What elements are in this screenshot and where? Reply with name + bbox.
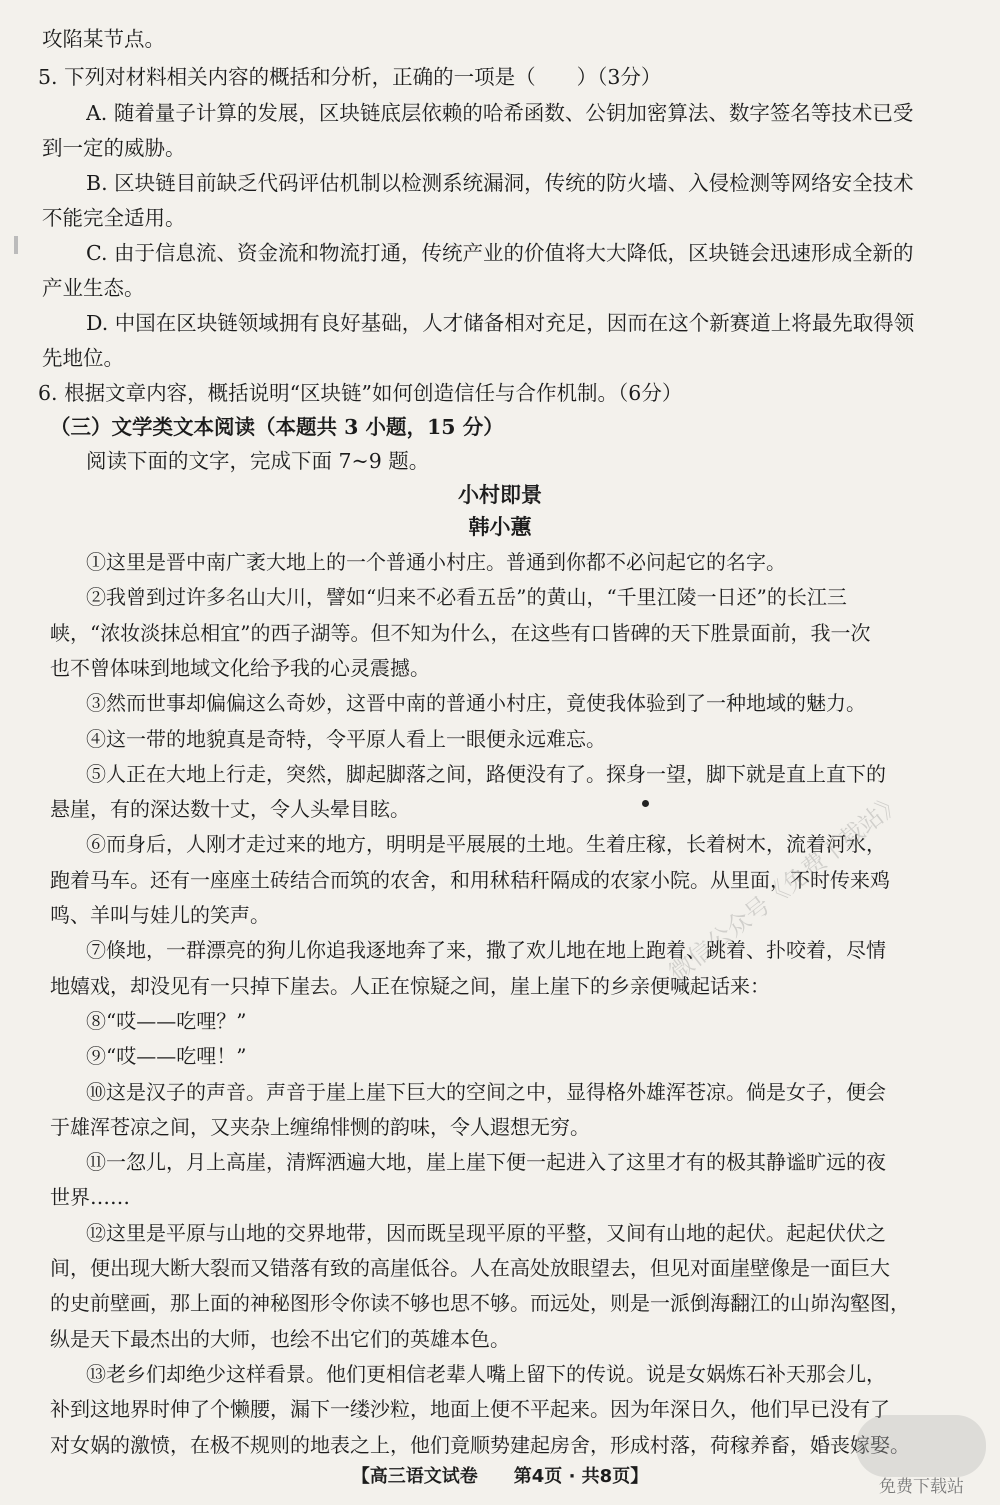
- site-logo-text: 免费下载站: [879, 1477, 964, 1497]
- story-line: 于雄浑苍凉之间，又夹杂上缠绵悱恻的韵味，令人遐想无穷。: [50, 1114, 590, 1139]
- story-line: ②我曾到过许多名山大川，譬如“归来不必看五岳”的黄山，“千里江陵一日还”的长江三: [86, 585, 847, 610]
- watermark-text: 微信公众号《免费下载站》: [663, 787, 908, 987]
- story-line: 地嬉戏，却没见有一只掉下崖去。人正在惊疑之间，崖上崖下的乡亲便喊起话来：: [50, 973, 770, 998]
- story-line: ⑬老乡们却绝少这样看景。他们更相信老辈人嘴上留下的传说。说是女娲炼石补天那会儿，: [86, 1361, 886, 1386]
- story-line: ⑧“哎——吃哩？”: [86, 1008, 247, 1033]
- page-footer: 【高三语文试卷 第4页 · 共8页】: [351, 1466, 649, 1487]
- story-line: ⑨“哎——吃哩！”: [86, 1044, 247, 1069]
- story-line: ④这一带的地貌真是奇特，令平原人看上一眼便永远难忘。: [86, 726, 606, 751]
- site-logo: [856, 1415, 986, 1477]
- question-6: 6. 根据文章内容，概括说明“区块链”如何创造信任与合作机制。（6分）: [38, 381, 683, 405]
- reading-instruction: 阅读下面的文字，完成下面 7~9 题。: [86, 449, 430, 473]
- story-line: ⑫这里是平原与山地的交界地带，因而既呈现平原的平整，又间有山地的起伏。起起伏伏之: [86, 1220, 886, 1245]
- story-line: ①这里是晋中南广袤大地上的一个普通小村庄。普通到你都不必问起它的名字。: [86, 550, 786, 574]
- story-line: 对女娲的激愤，在极不规则的地表之上，他们竟顺势建起房舍，形成村落，荷稼养畜，婚丧嫁娶。: [50, 1432, 910, 1457]
- story-line: 悬崖，有的深达数十丈，令人头晕目眩。: [50, 797, 410, 822]
- option-b-line-1: B. 区块链目前缺乏代码评估机制以检测系统漏洞，传统的防火墙、入侵检测等网络安全技术: [86, 171, 914, 195]
- option-c-line-1: C. 由于信息流、资金流和物流打通，传统产业的价值将大大降低，区块链会迅速形成全新的: [86, 241, 914, 265]
- story-line: 鸣、羊叫与娃儿的笑声。: [50, 903, 270, 927]
- story-title: 小村即景: [458, 482, 542, 507]
- story-line: ③然而世事却偏偏这么奇妙，这晋中南的普通小村庄，竟使我体验到了一种地域的魅力。: [86, 691, 866, 716]
- story-line: ⑥而身后，人刚才走过来的地方，明明是平展展的土地。生着庄稼，长着树木，流着河水，: [86, 832, 886, 857]
- option-a-line-1: A. 随着量子计算的发展，区块链底层依赖的哈希函数、公钥加密算法、数字签名等技术已受: [86, 101, 914, 125]
- option-d-line-1: D. 中国在区块链领域拥有良好基础，人才储备相对充足，因而在这个新赛道上将最先取得领: [86, 311, 915, 335]
- story-author: 韩小蕙: [468, 514, 532, 539]
- story-line: 跑着马车。还有一座座土砖结合而筑的农舍，和用秫秸秆隔成的农家小院。从里面，不时传来鸡: [50, 867, 890, 892]
- section-heading: （三）文学类文本阅读（本题共 3 小题，15 分）: [50, 415, 504, 439]
- story-line: 也不曾体味到地域文化给予我的心灵震撼。: [50, 655, 430, 680]
- story-line: ⑤人正在大地上行走，突然，脚起脚落之间，路便没有了。探身一望，脚下就是直上直下的: [86, 761, 886, 786]
- option-b-line-2: 不能完全适用。: [42, 206, 186, 230]
- option-a-line-2: 到一定的威胁。: [42, 136, 186, 160]
- story-line: 峡，“浓妆淡抹总相宜”的西子湖等。但不知为什么，在这些有口皆碑的天下胜景面前，我一次: [50, 620, 871, 645]
- story-line: 世界……: [50, 1185, 130, 1210]
- story-line: ⑪一忽儿，月上高崖，清辉洒遍大地，崖上崖下便一起进入了这里才有的极其静谧旷远的夜: [86, 1150, 886, 1175]
- story-line: 纵是天下最杰出的大师，也绘不出它们的英雄本色。: [50, 1326, 510, 1351]
- story-line: 补到这地界时伸了个懒腰，漏下一缕沙粒，地面上便不平起来。因为年深日久，他们早已没有了: [50, 1397, 890, 1422]
- scan-dot: [642, 800, 649, 807]
- text-line: 攻陷某节点。: [42, 27, 165, 51]
- story-line: 的史前壁画，那上面的神秘图形令你读不够也思不够。而远处，则是一派倒海翻江的山峁沟壑图，: [50, 1291, 910, 1316]
- story-line: ⑦倏地，一群漂亮的狗儿你追我逐地奔了来，撒了欢儿地在地上跑着、跳着、扑咬着，尽情: [86, 938, 886, 963]
- story-line: 间，便出现大断大裂而又错落有致的高崖低谷。人在高处放眼望去，但见对面崖壁像是一面巨大: [50, 1256, 890, 1280]
- scan-mark: [14, 236, 18, 254]
- question-5-stem: 5. 下列对材料相关内容的概括和分析，正确的一项是（ ）（3分）: [38, 65, 662, 89]
- option-c-line-2: 产业生态。: [42, 276, 145, 300]
- option-d-line-2: 先地位。: [42, 346, 124, 370]
- story-line: ⑩这是汉子的声音。声音于崖上崖下巨大的空间之中，显得格外雄浑苍凉。倘是女子，便会: [86, 1079, 886, 1104]
